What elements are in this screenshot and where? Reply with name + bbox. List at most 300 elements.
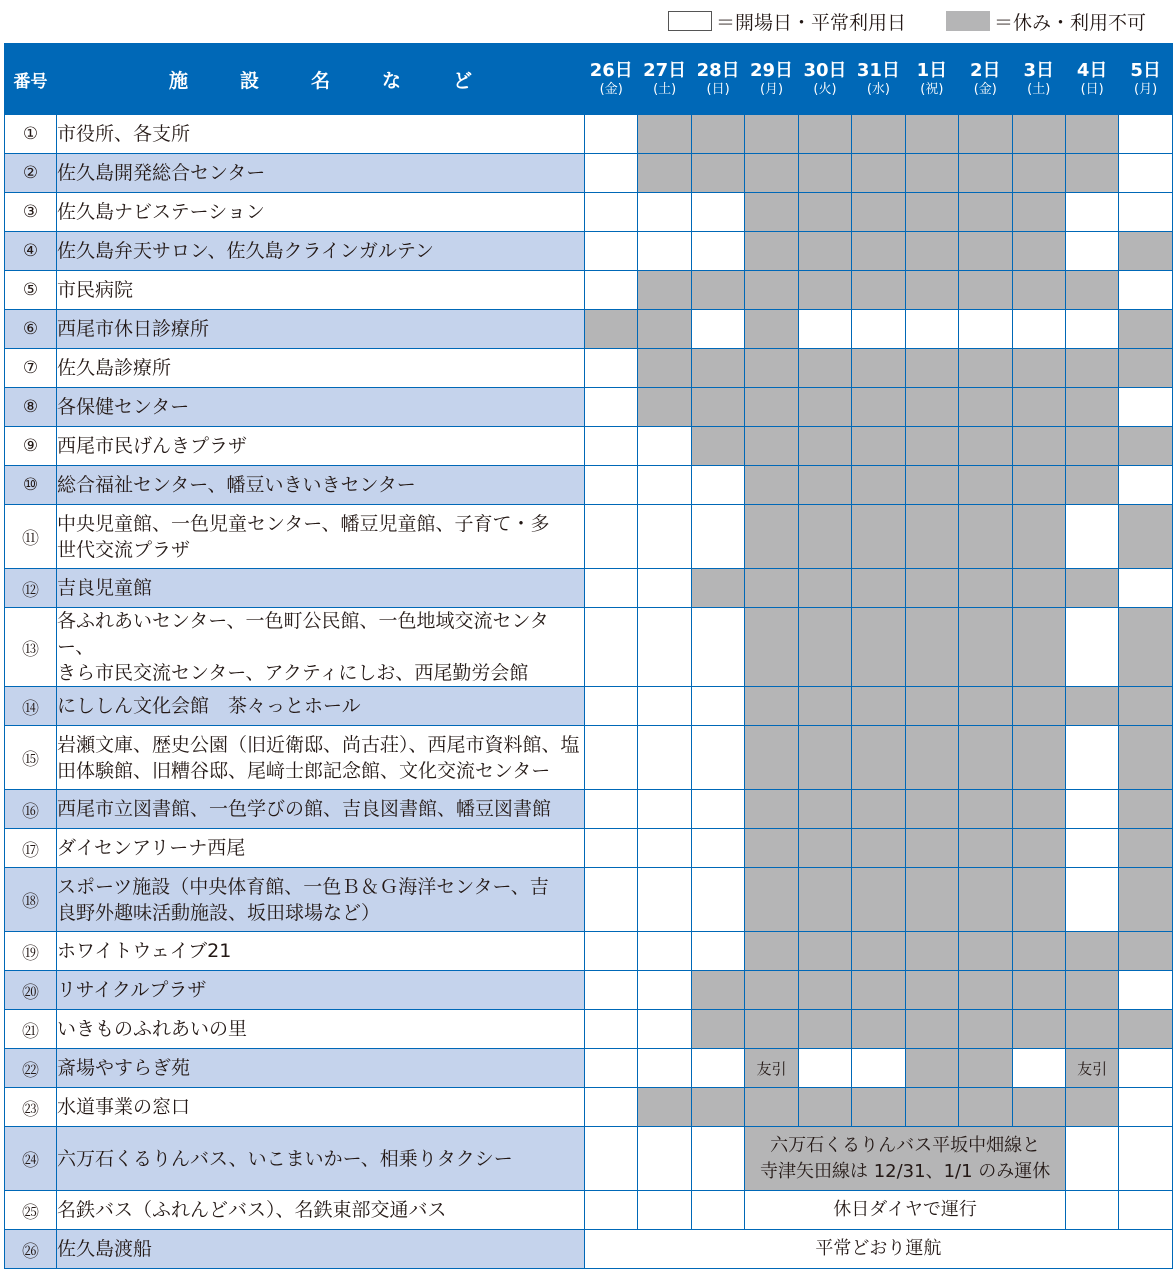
closed-day-cell <box>798 271 851 310</box>
day-of-week: (金) <box>973 81 997 97</box>
closed-day-cell <box>745 310 798 349</box>
schedule-table <box>4 43 1173 1269</box>
open-day-cell <box>638 932 691 971</box>
closed-day-cell <box>798 115 851 154</box>
closed-day-cell <box>959 790 1012 829</box>
closed-day-cell <box>1012 569 1065 608</box>
row-number: ① <box>5 115 57 154</box>
schedule-note-line: 平常どおり運航 <box>815 1238 942 1259</box>
row-number: ⑨ <box>5 427 57 466</box>
facility-name <box>57 868 585 932</box>
day-date: 3日 <box>1023 59 1054 81</box>
open-day-cell <box>585 154 638 193</box>
closed-day-cell <box>852 608 905 687</box>
facility-row <box>5 310 1173 349</box>
row-number: ㉒ <box>5 1049 57 1088</box>
closed-day-cell <box>1012 505 1065 569</box>
closed-day-cell <box>959 726 1012 790</box>
closed-day-cell <box>959 232 1012 271</box>
open-day-cell <box>585 1049 638 1088</box>
day-of-week: (日) <box>1080 81 1104 97</box>
open-day-cell <box>798 310 851 349</box>
day-of-week: (祝) <box>920 81 944 97</box>
open-day-cell <box>1065 1127 1118 1191</box>
schedule-note-line: 寺津矢田線は 12/31、1/1 のみ運休 <box>759 1160 1051 1182</box>
open-day-cell <box>691 726 744 790</box>
closed-day-cell <box>1012 790 1065 829</box>
tomobiki-cell: 友引 <box>1065 1049 1118 1088</box>
open-day-cell <box>638 1010 691 1049</box>
facility-name: 総合福祉センター、幡豆いきいきセンター <box>57 466 585 505</box>
closed-day-cell <box>798 971 851 1010</box>
closed-day-cell <box>745 687 798 726</box>
closed-day-cell <box>1012 115 1065 154</box>
open-day-cell <box>638 1049 691 1088</box>
row-number: ㉔ <box>5 1127 57 1191</box>
facility-name: リサイクルプラザ <box>57 971 585 1010</box>
closed-day-cell <box>959 971 1012 1010</box>
facility-row <box>5 608 1173 687</box>
closed-day-cell <box>959 608 1012 687</box>
open-day-cell <box>638 829 691 868</box>
facility-name: ホワイトウェイブ21 <box>57 932 585 971</box>
closed-day-cell <box>638 1088 691 1127</box>
closed-day-cell <box>1065 569 1118 608</box>
closed-day-cell <box>745 932 798 971</box>
closed-day-cell <box>852 687 905 726</box>
day-header <box>905 44 958 115</box>
open-day-cell <box>585 608 638 687</box>
open-day-cell <box>1065 1191 1118 1230</box>
open-day-cell <box>638 505 691 569</box>
closed-day-cell <box>852 505 905 569</box>
closed-day-cell <box>691 569 744 608</box>
closed-day-cell <box>1065 1010 1118 1049</box>
closed-day-cell <box>905 971 958 1010</box>
closed-day-cell <box>852 271 905 310</box>
facility-row <box>5 1191 1173 1230</box>
closed-day-cell <box>691 388 744 427</box>
facility-name: 六万石くるりんバス、いこまいかー、相乗りタクシー <box>57 1127 585 1191</box>
open-day-cell <box>638 971 691 1010</box>
open-day-cell <box>585 726 638 790</box>
closed-day-cell <box>1012 232 1065 271</box>
closed-day-cell <box>1065 932 1118 971</box>
facility-row <box>5 388 1173 427</box>
closed-day-cell <box>905 1010 958 1049</box>
closed-day-cell <box>852 193 905 232</box>
closed-day-cell <box>1012 271 1065 310</box>
closed-day-cell <box>959 115 1012 154</box>
facility-row <box>5 1049 1173 1088</box>
facility-row <box>5 349 1173 388</box>
open-day-cell <box>638 427 691 466</box>
closed-day-cell <box>852 790 905 829</box>
open-day-cell <box>585 790 638 829</box>
row-number: ⑧ <box>5 388 57 427</box>
open-day-cell <box>585 1010 638 1049</box>
row-number: ⑯ <box>5 790 57 829</box>
open-day-cell <box>691 829 744 868</box>
facility-row <box>5 971 1173 1010</box>
closed-day-cell <box>745 388 798 427</box>
closed-day-cell <box>1065 388 1118 427</box>
closed-day-cell <box>798 569 851 608</box>
open-day-cell <box>638 1191 691 1230</box>
closed-day-cell <box>959 505 1012 569</box>
closed-day-cell <box>905 505 958 569</box>
closed-day-cell <box>959 349 1012 388</box>
open-day-cell <box>585 971 638 1010</box>
facility-row <box>5 726 1173 790</box>
facility-name-header-char: 名 <box>310 69 330 92</box>
day-header <box>745 44 798 115</box>
facility-name-line: きら市民交流センター、アクティにしお、西尾勤労会館 <box>57 662 529 684</box>
open-day-cell <box>585 1191 638 1230</box>
open-day-cell <box>1065 193 1118 232</box>
row-number: ③ <box>5 193 57 232</box>
closed-day-cell <box>745 271 798 310</box>
closed-day-cell <box>745 569 798 608</box>
closed-day-cell <box>959 193 1012 232</box>
facility-row <box>5 1127 1173 1191</box>
closed-day-cell <box>638 310 691 349</box>
closed-day-cell <box>1065 687 1118 726</box>
open-day-cell <box>1065 829 1118 868</box>
closed-day-cell <box>745 1088 798 1127</box>
closed-day-cell <box>745 608 798 687</box>
closed-day-cell <box>1119 726 1172 790</box>
day-header <box>691 44 744 115</box>
facility-name-line: 岩瀬文庫、歴史公園（旧近衛邸、尚古荘）、西尾市資料館、塩 <box>57 733 580 756</box>
row-number: ㉕ <box>5 1191 57 1230</box>
open-day-cell <box>1065 232 1118 271</box>
closed-day-cell <box>905 154 958 193</box>
day-header <box>1065 44 1118 115</box>
facility-name: 名鉄バス（ふれんどバス）、名鉄東部交通バス <box>57 1191 585 1230</box>
facility-name: 佐久島渡船 <box>57 1230 585 1269</box>
closed-day-cell <box>1012 466 1065 505</box>
closed-day-cell <box>745 349 798 388</box>
closed-day-cell <box>638 349 691 388</box>
closed-day-cell <box>959 427 1012 466</box>
open-day-cell <box>638 608 691 687</box>
closed-day-cell <box>745 466 798 505</box>
open-day-cell <box>691 193 744 232</box>
closed-day-cell <box>959 868 1012 932</box>
facility-row <box>5 569 1173 608</box>
day-date: 4日 <box>1076 59 1108 81</box>
facility-row <box>5 932 1173 971</box>
row-number: ⑰ <box>5 829 57 868</box>
open-day-cell <box>585 271 638 310</box>
closed-day-cell <box>798 154 851 193</box>
closed-day-cell <box>745 115 798 154</box>
closed-day-cell <box>905 932 958 971</box>
closed-day-cell <box>905 466 958 505</box>
closed-day-cell <box>1012 1088 1065 1127</box>
closed-day-cell <box>745 193 798 232</box>
closed-day-cell <box>1012 193 1065 232</box>
open-day-cell <box>638 193 691 232</box>
closed-day-cell <box>798 232 851 271</box>
closed-day-cell <box>745 829 798 868</box>
closed-day-cell <box>852 569 905 608</box>
closed-day-cell <box>1119 687 1172 726</box>
facility-name: 佐久島開発総合センター <box>57 154 585 193</box>
open-day-cell <box>691 1127 744 1191</box>
open-day-cell <box>585 388 638 427</box>
closed-day-cell <box>798 687 851 726</box>
facility-name-header-char: 施 <box>168 69 188 92</box>
day-date: 27日 <box>643 59 687 81</box>
day-date: 1日 <box>916 59 948 81</box>
row-number: ⑮ <box>5 726 57 790</box>
facility-name-header-char: ど <box>452 69 472 92</box>
open-day-cell <box>1119 1088 1172 1127</box>
open-day-cell <box>638 790 691 829</box>
legend-closed-label: ＝休み・利用不可 <box>993 11 1146 34</box>
open-day-cell <box>691 932 744 971</box>
closed-day-cell <box>1119 310 1172 349</box>
day-header <box>1119 44 1172 115</box>
closed-day-cell <box>798 726 851 790</box>
closed-day-cell <box>959 829 1012 868</box>
open-day-cell <box>1119 1049 1172 1088</box>
header-row <box>5 44 1173 115</box>
closed-day-cell <box>691 271 744 310</box>
facility-name: 市役所、各支所 <box>57 115 585 154</box>
closed-day-cell <box>1065 427 1118 466</box>
closed-day-cell <box>852 349 905 388</box>
closed-day-cell <box>905 726 958 790</box>
closed-day-cell <box>691 349 744 388</box>
schedule-note <box>745 1127 1066 1191</box>
open-day-cell <box>1065 726 1118 790</box>
closed-day-cell <box>691 1088 744 1127</box>
day-date: 31日 <box>856 59 900 81</box>
closed-day-cell <box>1119 1010 1172 1049</box>
row-number: ⑱ <box>5 868 57 932</box>
closed-day-cell <box>959 154 1012 193</box>
closed-day-cell <box>1065 271 1118 310</box>
facility-name: 各保健センター <box>57 388 585 427</box>
closed-day-cell <box>745 726 798 790</box>
open-day-cell <box>638 466 691 505</box>
legend-closed-swatch <box>946 11 990 31</box>
closed-day-cell <box>798 505 851 569</box>
closed-day-cell <box>1012 1010 1065 1049</box>
closed-day-cell <box>638 388 691 427</box>
closed-day-cell <box>745 790 798 829</box>
open-day-cell <box>1065 868 1118 932</box>
closed-day-cell <box>691 115 744 154</box>
open-day-cell <box>585 1088 638 1127</box>
open-day-cell <box>691 232 744 271</box>
row-number: ⑩ <box>5 466 57 505</box>
facility-name-line: 良野外趣味活動施設、坂田球場など） <box>57 901 381 924</box>
day-of-week: (土) <box>653 81 677 97</box>
closed-day-cell <box>905 868 958 932</box>
closed-day-cell <box>1119 790 1172 829</box>
closed-day-cell <box>1119 232 1172 271</box>
facility-name: 斎場やすらぎ苑 <box>57 1049 585 1088</box>
facility-name <box>57 505 585 569</box>
closed-day-cell <box>798 349 851 388</box>
facility-name: にししん文化会館 茶々っとホール <box>57 687 585 726</box>
open-day-cell <box>585 868 638 932</box>
row-number: ⑬ <box>5 608 57 687</box>
open-day-cell <box>638 726 691 790</box>
closed-day-cell <box>959 1088 1012 1127</box>
facility-row <box>5 1088 1173 1127</box>
closed-day-cell <box>1065 1088 1118 1127</box>
facility-name: ダイセンアリーナ西尾 <box>57 829 585 868</box>
open-day-cell <box>1012 1049 1065 1088</box>
facility-name-header-char: 設 <box>239 69 259 92</box>
facility-row <box>5 115 1173 154</box>
row-number: ⑥ <box>5 310 57 349</box>
closed-day-cell <box>1119 427 1172 466</box>
open-day-cell <box>1065 790 1118 829</box>
facility-name: 吉良児童館 <box>57 569 585 608</box>
open-day-cell <box>1119 466 1172 505</box>
open-day-cell <box>585 829 638 868</box>
closed-day-cell <box>745 971 798 1010</box>
open-day-cell <box>585 232 638 271</box>
day-of-week: (日) <box>706 81 730 97</box>
row-number: ⑦ <box>5 349 57 388</box>
closed-day-cell <box>638 154 691 193</box>
closed-day-cell <box>1012 608 1065 687</box>
row-number: ⑤ <box>5 271 57 310</box>
open-day-cell <box>691 790 744 829</box>
closed-day-cell <box>1012 932 1065 971</box>
facility-row <box>5 790 1173 829</box>
open-day-cell <box>585 687 638 726</box>
open-day-cell <box>852 1049 905 1088</box>
open-day-cell <box>1012 310 1065 349</box>
open-day-cell <box>638 1127 691 1191</box>
open-day-cell <box>585 1127 638 1191</box>
day-date: 29日 <box>750 59 794 81</box>
closed-day-cell <box>798 932 851 971</box>
closed-day-cell <box>691 971 744 1010</box>
closed-day-cell <box>852 971 905 1010</box>
closed-day-cell <box>1065 971 1118 1010</box>
closed-day-cell <box>905 193 958 232</box>
facility-row <box>5 232 1173 271</box>
facility-name-header <box>57 44 585 115</box>
closed-day-cell <box>852 932 905 971</box>
closed-day-cell <box>638 115 691 154</box>
facility-name: 佐久島診療所 <box>57 349 585 388</box>
facility-name-line: 田体験館、旧糟谷邸、尾﨑士郎記念館、文化交流センター <box>57 759 551 782</box>
closed-day-cell <box>745 232 798 271</box>
closed-day-cell <box>585 310 638 349</box>
closed-day-cell <box>798 608 851 687</box>
closed-day-cell <box>959 388 1012 427</box>
open-day-cell <box>691 868 744 932</box>
closed-day-cell <box>959 271 1012 310</box>
day-date: 28日 <box>696 59 740 81</box>
closed-day-cell <box>1012 427 1065 466</box>
facility-name-line: 各ふれあいセンター、一色町公民館、一色地域交流センター、 <box>57 610 549 658</box>
closed-day-cell <box>1012 687 1065 726</box>
closed-day-cell <box>745 868 798 932</box>
closed-day-cell <box>1065 466 1118 505</box>
open-day-cell <box>691 1191 744 1230</box>
facility-name: 水道事業の窓口 <box>57 1088 585 1127</box>
open-day-cell <box>1065 505 1118 569</box>
open-day-cell <box>1119 154 1172 193</box>
facility-row <box>5 829 1173 868</box>
facility-row <box>5 271 1173 310</box>
closed-day-cell <box>691 154 744 193</box>
schedule-body <box>5 115 1173 1269</box>
closed-day-cell <box>1012 726 1065 790</box>
closed-day-cell <box>1065 154 1118 193</box>
day-header <box>798 44 851 115</box>
facility-row <box>5 1010 1173 1049</box>
legend-open-swatch <box>668 11 712 31</box>
facility-name-line: 中央児童館、一色児童センター、幡豆児童館、子育て・多 <box>57 512 550 535</box>
closed-day-cell <box>852 726 905 790</box>
tomobiki-cell: 友引 <box>745 1049 798 1088</box>
closed-day-cell <box>959 569 1012 608</box>
row-number: ② <box>5 154 57 193</box>
closed-day-cell <box>745 1010 798 1049</box>
closed-day-cell <box>1119 349 1172 388</box>
closed-day-cell <box>1119 829 1172 868</box>
closed-day-cell <box>1119 868 1172 932</box>
closed-day-cell <box>798 466 851 505</box>
closed-day-cell <box>959 687 1012 726</box>
open-day-cell <box>1119 388 1172 427</box>
facility-name: 佐久島ナビステーション <box>57 193 585 232</box>
open-day-cell <box>1119 271 1172 310</box>
closed-day-cell <box>905 687 958 726</box>
closed-day-cell <box>1012 349 1065 388</box>
day-header <box>585 44 638 115</box>
closed-day-cell <box>1119 608 1172 687</box>
open-day-cell <box>638 868 691 932</box>
open-day-cell <box>585 569 638 608</box>
closed-day-cell <box>852 154 905 193</box>
closed-day-cell <box>798 388 851 427</box>
open-day-cell <box>691 608 744 687</box>
day-header <box>959 44 1012 115</box>
closed-day-cell <box>959 932 1012 971</box>
closed-day-cell <box>745 427 798 466</box>
closed-day-cell <box>905 271 958 310</box>
row-number: ⑳ <box>5 971 57 1010</box>
schedule-note <box>585 1230 1173 1269</box>
schedule-note-line: 六万石くるりんバス平坂中畑線と <box>770 1134 1041 1156</box>
day-of-week: (金) <box>599 81 623 97</box>
facility-name: いきものふれあいの里 <box>57 1010 585 1049</box>
row-number: ㉓ <box>5 1088 57 1127</box>
closed-day-cell <box>798 1088 851 1127</box>
open-day-cell <box>585 115 638 154</box>
open-day-cell <box>1065 310 1118 349</box>
closed-day-cell <box>1119 505 1172 569</box>
closed-day-cell <box>852 232 905 271</box>
facility-name-line: スポーツ施設（中央体育館、一色Ｂ＆Ｇ海洋センター、吉 <box>57 875 549 898</box>
closed-day-cell <box>1012 868 1065 932</box>
closed-day-cell <box>798 829 851 868</box>
closed-day-cell <box>798 790 851 829</box>
